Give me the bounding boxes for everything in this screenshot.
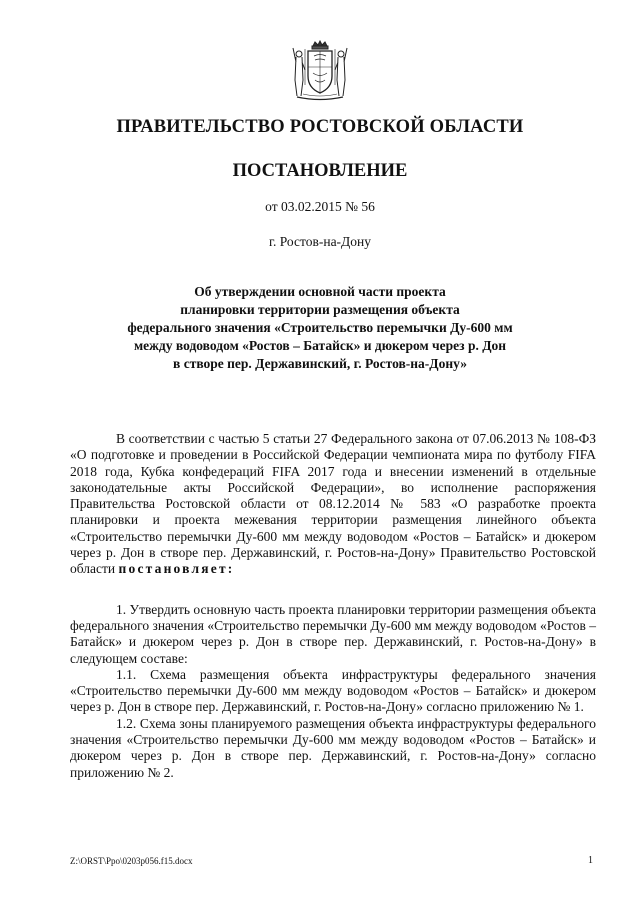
subject-line: федерального значения «Строительство перемычки Ду-600 мм <box>127 320 513 335</box>
subject-line: Об утверждении основной части проекта <box>194 284 446 299</box>
subject-line: в створе пер. Державинский, г. Ростов-на-Дону» <box>173 356 467 371</box>
document-city: г. Ростов-на-Дону <box>268 234 371 249</box>
document-date-number: от 03.02.2015 № 56 <box>265 199 375 214</box>
document-type: ПОСТАНОВЛЕНИЕ <box>232 161 408 181</box>
item-1-paragraph: 1. Утвердить основную часть проекта планировки территории размещения объекта федерального значения «Строительство перемычки Ду-600 мм между водоводом «Ростов – Батайск» и дюкером через р. Дон в створе пер. Державинский, г. Ростов-на-Дону» в следующем составе: <box>70 601 596 666</box>
government-title: ПРАВИТЕЛЬСТВО РОСТОВСКОЙ ОБЛАСТИ <box>116 117 524 137</box>
document-body <box>70 431 596 781</box>
footer-file-path: Z:\ORST\Ppo\0203p056.f15.docx <box>70 856 193 866</box>
subject-line: между водоводом «Ростов – Батайск» и дюкером через р. Дон <box>133 338 507 353</box>
coat-of-arms-icon <box>291 40 349 102</box>
resolves-word: постановляет: <box>118 561 235 577</box>
item-1-1-paragraph: 1.1. Схема размещения объекта инфраструктуры федерального значения «Строительство перемычки Ду-600 мм между водоводом «Ростов – Батайск» и дюкером через р. Дон в створе пер. Державинский, г. Ростов-на-Дону» согласно приложению № 1. <box>70 666 596 715</box>
footer-page-number: 1 <box>588 855 593 866</box>
document-subject <box>100 283 540 373</box>
preamble-paragraph <box>70 431 596 578</box>
preamble-text: В соответствии с частью 5 статьи 27 Федерального закона от 07.06.2013 № 108-ФЗ «О подготовке и проведении в Российской Федерации чемпионата мира по футболу FIFA 2018 года, Кубка конфедераций FIFA 2017 года и внесении изменений в отдельные законодательные акты Российской Федерации», во исполнение распоряжения Правительства Ростовской области от 08.12.2014 № 583 «О разработке проекта планировки и проекта межевания территории размещения линейного объекта «Строительство перемычки Ду-600 мм между водоводом «Ростов – Батайск» и дюкером через р. Дон в створе пер. Державинский, г. Ростов-на-Дону» Правительство Ростовской области <box>70 431 596 577</box>
subject-line: планировки территории размещения объекта <box>180 302 460 317</box>
item-1-2-paragraph: 1.2. Схема зоны планируемого размещения объекта инфраструктуры федерального значения «Строительство перемычки Ду-600 мм между водоводом «Ростов – Батайск» и дюкером через р. Дон в створе пер. Державинский, г. Ростов-на-Дону» согласно приложению № 2. <box>70 715 596 780</box>
